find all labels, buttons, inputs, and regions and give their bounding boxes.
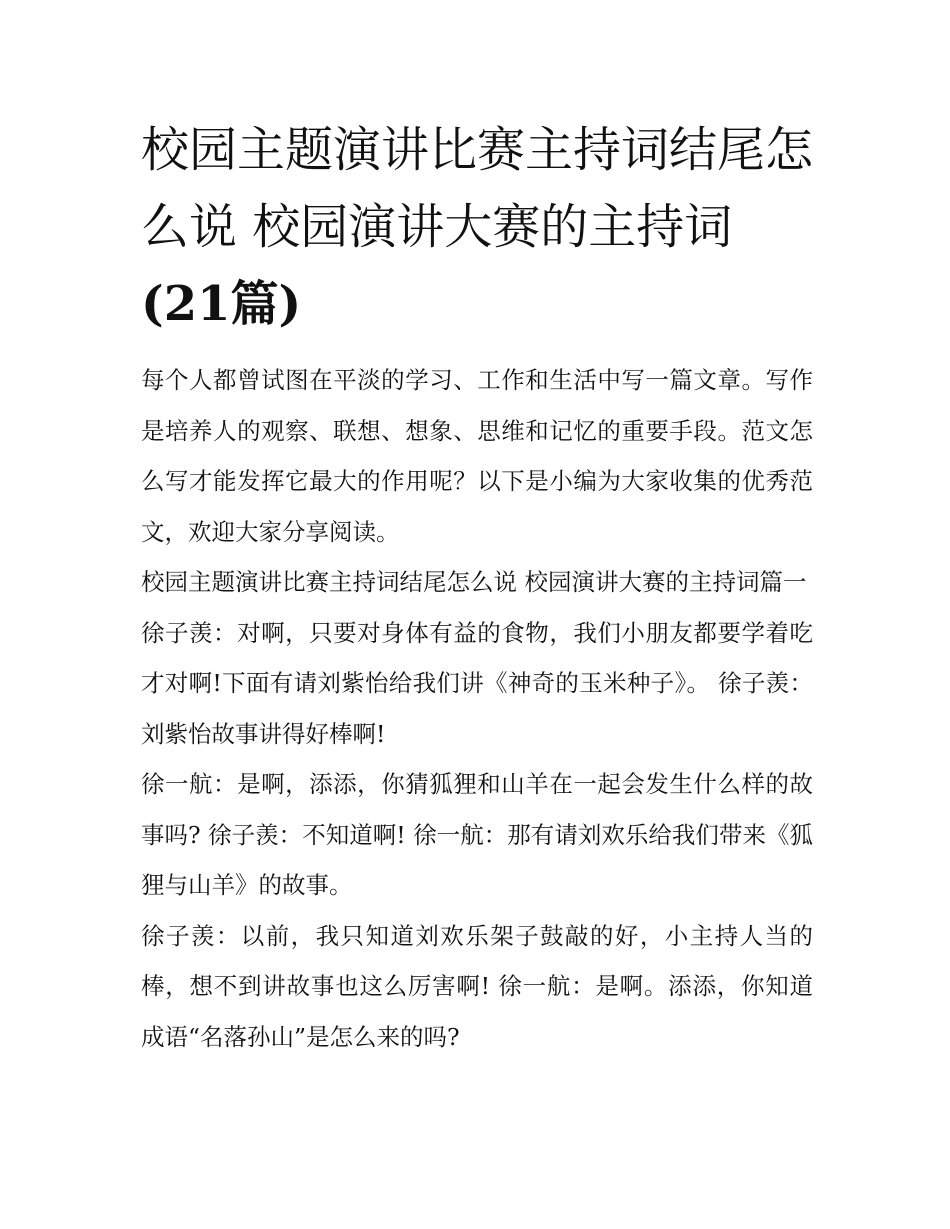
section-heading: 校园主题演讲比赛主持词结尾怎么说 校园演讲大赛的主持词篇一 — [141, 568, 807, 596]
dialogue-paragraph-2: 徐一航：是啊，添添，你猜狐狸和山羊在一起会发生什么样的故事吗? 徐子羡：不知道啊! 徐一航：那有请刘欢乐给我们带来《狐狸与山羊》的故事。 — [141, 770, 813, 899]
dialogue-paragraph-3: 徐子羡：以前，我只知道刘欢乐架子鼓敲的好，小主持人当的棒，想不到讲故事也这么厉害啊! 徐一航：是啊。添添，你知道成语“名落孙山”是怎么来的吗? — [141, 921, 813, 1051]
title-count: (21篇) — [141, 276, 302, 332]
title-main: 校园主题演讲比赛主持词结尾怎么说 校园演讲大赛的主持词 — [141, 122, 814, 255]
document-title — [141, 112, 813, 343]
intro-paragraph: 每个人都曾试图在平淡的学习、工作和生活中写一篇文章。写作是培养人的观察、联想、想象、思维和记忆的重要手段。范文怎么写才能发挥它最大的作用呢？以下是小编为大家收集的优秀范文，欢迎大家分享阅读。 — [141, 366, 813, 546]
document-page — [141, 112, 813, 1062]
dialogue-paragraph-1: 徐子羡：对啊，只要对身体有益的食物，我们小朋友都要学着吃才对啊!下面有请刘紫怡给我们讲《神奇的玉米种子》。 徐子羡：刘紫怡故事讲得好棒啊! — [141, 618, 813, 748]
